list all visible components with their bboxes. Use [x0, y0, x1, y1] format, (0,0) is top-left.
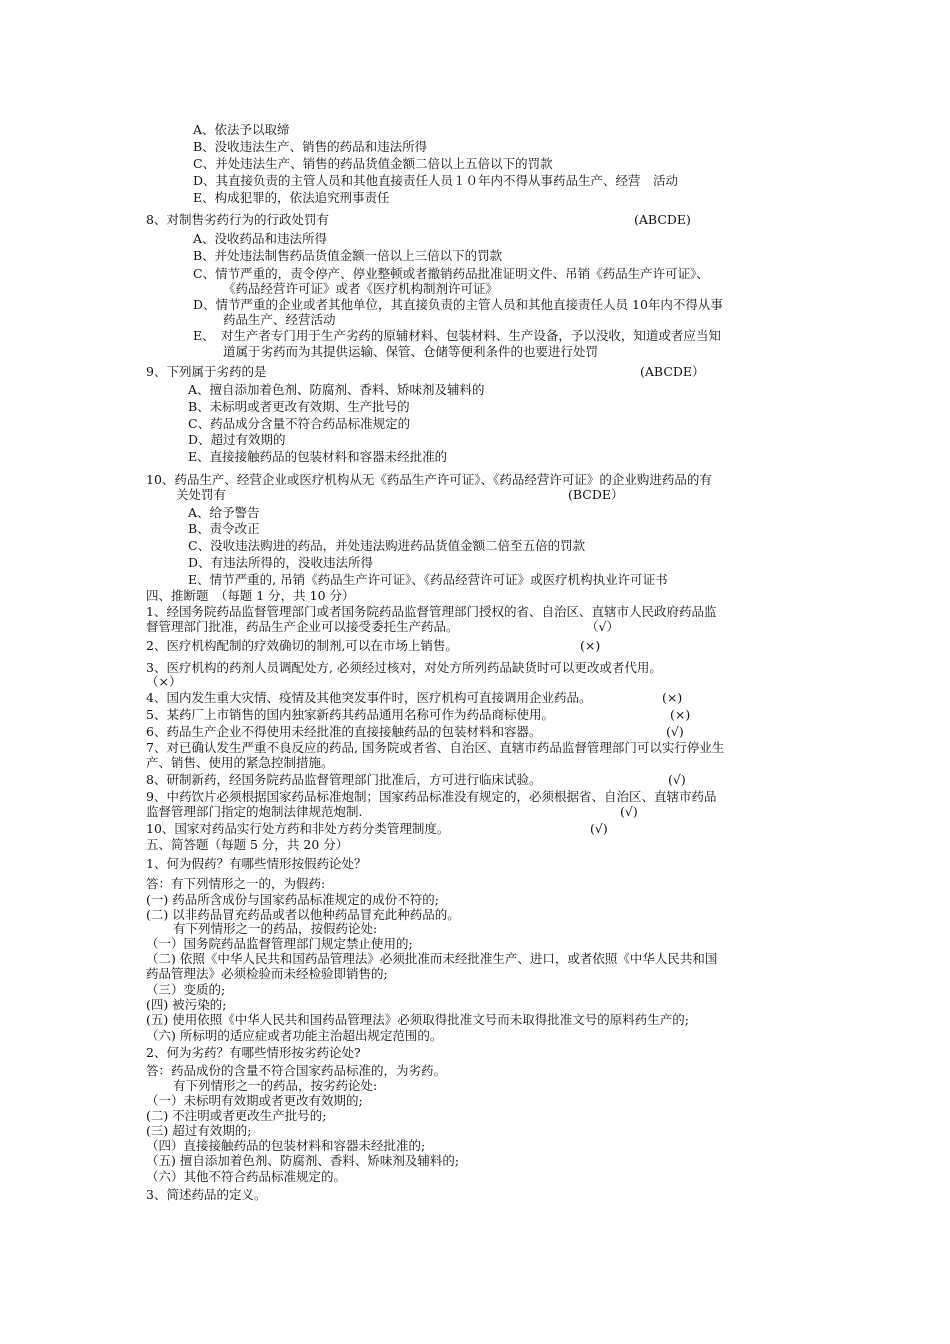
q10-option-d: D、有违法所得的，没收违法所得 — [188, 555, 374, 570]
q9-answer: (ABCDE） — [640, 364, 705, 379]
judgment-item-9: 9、中药饮片必须根据国家药品标准炮制；国家药品标准没有规定的，必须根据省、自治区、直辖市药品 — [146, 789, 717, 804]
answer-2-line: （四）直接接触药品的包装材料和容器未经批准的; — [146, 1138, 426, 1153]
q8-option-d: D、情节严重的企业或者其他单位，其直接负责的主管人员和其他直接责任人员 10年内不得从事 — [193, 297, 723, 312]
judgment-item-9-cont: 监督管理部门指定的炮制法律规范炮制. — [146, 804, 363, 819]
judgment-item-7: 7、对已确认发生严重不良反应的药品, 国务院或者省、自治区、直辖市药品监督管理部门可以实行停业生 — [146, 740, 725, 755]
judgment-mark-10: (√) — [590, 821, 608, 836]
q10-option-b: B、责令改正 — [188, 521, 260, 536]
q9-stem: 9、下列属于劣药的是 — [146, 364, 267, 379]
judgment-mark-5: (×) — [670, 707, 691, 722]
q10-stem-cont: 关处罚有 — [176, 487, 227, 502]
q7-option-a: A、依法予以取缔 — [193, 122, 290, 137]
answer-1-line: (二) 以非药品冒充药品或者以他种药品冒充此种药品的。 — [146, 907, 460, 922]
answer-2-line: 答：药品成份的含量不符合国家药品标准的，为劣药。 — [146, 1063, 447, 1078]
judgment-mark-9: (√) — [620, 804, 638, 819]
q7-option-e: E、构成犯罪的，依法追究刑事责任 — [193, 190, 390, 205]
answer-1-line: （一）国务院药品监督管理部门规定禁止使用的; — [146, 936, 413, 951]
q8-answer: (ABCDE) — [634, 212, 691, 227]
short-question-3: 3、简述药品的定义。 — [146, 1187, 267, 1202]
q10-answer: (BCDE） — [568, 487, 624, 502]
q8-option-e: E、 对生产者专门用于生产劣药的原辅材料、包装材料、生产设备，予以没收，知道或者应当知 — [193, 328, 721, 343]
answer-2-line: （五) 擅自添加着色剂、防腐剂、香料、矫味剂及辅料的; — [146, 1153, 460, 1168]
q7-option-b: B、没收违法生产、销售的药品和违法所得 — [193, 139, 428, 154]
judgment-item-8: 8、研制新药，经国务院药品监督管理部门批准后，方可进行临床试验。 — [146, 772, 542, 787]
judgment-mark-3: （×） — [146, 674, 182, 689]
judgment-mark-6: (√) — [666, 724, 684, 739]
answer-1-line: 药品管理法》必须检验而未经检验即销售的; — [146, 966, 388, 981]
q8-stem: 8、对制售劣药行为的行政处罚有 — [146, 212, 329, 227]
judgment-mark-8: (√) — [668, 772, 686, 787]
q10-option-c: C、没收违法购进的药品，并处违法购进药品货值金额二倍至五倍的罚款 — [188, 538, 586, 553]
judgment-mark-4: (×) — [662, 690, 683, 705]
answer-1-line: （六) 所标明的适应症或者功能主治超出规定范围的。 — [146, 1028, 443, 1043]
q8-option-c: C、情节严重的，责令停产、停业整顿或者撤销药品批准证明文件、吊销《药品生产许可证》、 — [193, 266, 709, 281]
short-question-1: 1、何为假药？有哪些情形按假药论处？ — [146, 856, 367, 871]
judgment-item-6: 6、药品生产企业不得使用未经批准的直接接触药品的包装材料和容器。 — [146, 724, 542, 739]
answer-1-line: （三）变质的; — [146, 982, 226, 997]
answer-2-line: (二) 不注明或者更改生产批号的; — [146, 1108, 327, 1123]
q9-option-c: C、药品成分含量不符合药品标准规定的 — [188, 416, 411, 431]
q10-option-a: A、给予警告 — [188, 505, 260, 520]
judgment-item-3: 3、医疗机构的药剂人员调配处方, 必须经过核对，对处方所列药品缺货时可以更改或者代用。 — [146, 660, 662, 675]
q7-option-d: D、其直接负责的主管人员和其他直接责任人员１０年内不得从事药品生产、经营 活动 — [193, 173, 679, 188]
judgment-item-7-cont: 产、销售、使用的紧急控制措施。 — [146, 755, 334, 770]
q8-option-a: A、没收药品和违法所得 — [193, 231, 328, 246]
q7-option-c: C、并处违法生产、销售的药品货值金额二倍以上五倍以下的罚款 — [193, 156, 553, 171]
judgment-mark-2: (×) — [580, 638, 601, 653]
q9-option-d: D、超过有效期的 — [188, 432, 286, 447]
answer-2-line: 有下列情形之一的药品，按劣药论处: — [173, 1078, 378, 1093]
q8-option-b: B、并处违法制售药品货值金额一倍以上三倍以下的罚款 — [193, 248, 503, 263]
answer-1-line: （二) 依照《中华人民共和国药品管理法》必须批准而未经批准生产、进口，或者依照《中华人民共和国 — [146, 951, 718, 966]
answer-1-line: (四) 被污染的; — [146, 997, 227, 1012]
judgment-item-2: 2、医疗机构配制的疗效确切的制剂,可以在市场上销售。 — [146, 638, 458, 653]
q8-option-e-cont: 道属于劣药而为其提供运输、保管、仓储等便利条件的也要进行处罚 — [223, 344, 599, 359]
judgment-item-1: 1、经国务院药品监督管理部门或者国务院药品监督管理部门授权的省、自治区、直辖市人民政府药品监 — [146, 604, 717, 619]
judgment-item-1-cont: 督管理部门批准，药品生产企业可以接受委托生产药品。 — [146, 619, 459, 634]
q9-option-e: E、直接接触药品的包装材料和容器未经批准的 — [188, 449, 448, 464]
answer-2-line: （一）未标明有效期或者更改有效期的; — [146, 1093, 363, 1108]
answer-1-line: 答：有下列情形之一的，为假药: — [146, 876, 326, 891]
q8-option-c-cont: 《药品经营许可证》或者《医疗机构制剂许可证》 — [223, 281, 499, 296]
q10-option-e: E、情节严重的, 吊销《药品生产许可证》、《药品经营许可证》或医疗机构执业许可证书 — [188, 572, 668, 587]
answer-1-line: (五) 使用依照《中华人民共和国药品管理法》必须取得批准文号而未取得批准文号的原料药生产的; — [146, 1012, 689, 1027]
short-question-2: 2、何为劣药？有哪些情形按劣药论处? — [146, 1045, 361, 1060]
answer-2-line: （六）其他不符合药品标准规定的。 — [146, 1169, 347, 1184]
judgment-mark-1: （√） — [586, 619, 619, 634]
q9-option-b: B、未标明或者更改有效期、生产批号的 — [188, 399, 410, 414]
answer-2-line: (三) 超过有效期的; — [146, 1123, 252, 1138]
q8-option-d-cont: 药品生产、经营活动 — [223, 312, 336, 327]
judgment-item-4: 4、国内发生重大灾情、疫情及其他突发事件时，医疗机构可直接调用企业药品。 — [146, 690, 592, 705]
section-five-heading: 五、简答题（每题 5 分，共 20 分） — [146, 837, 349, 852]
judgment-item-10: 10、国家对药品实行处方药和非处方药分类管理制度。 — [146, 821, 450, 836]
answer-1-line: 有下列情形之一的药品，按假药论处: — [173, 921, 378, 936]
q10-stem: 10、药品生产、经营企业或医疗机构从无《药品生产许可证》、《药品经营许可证》的企业购进药品的有 — [146, 472, 712, 487]
judgment-item-5: 5、某药厂上市销售的国内独家新药其药品通用名称可作为药品商标使用。 — [146, 707, 554, 722]
section-four-heading: 四、推断题 （每题 1 分，共 10 分） — [146, 588, 355, 603]
q9-option-a: A、擅自添加着色剂、防腐剂、香料、矫味剂及辅料的 — [188, 382, 485, 397]
answer-1-line: (一) 药品所含成份与国家药品标准规定的成份不符的; — [146, 892, 439, 907]
